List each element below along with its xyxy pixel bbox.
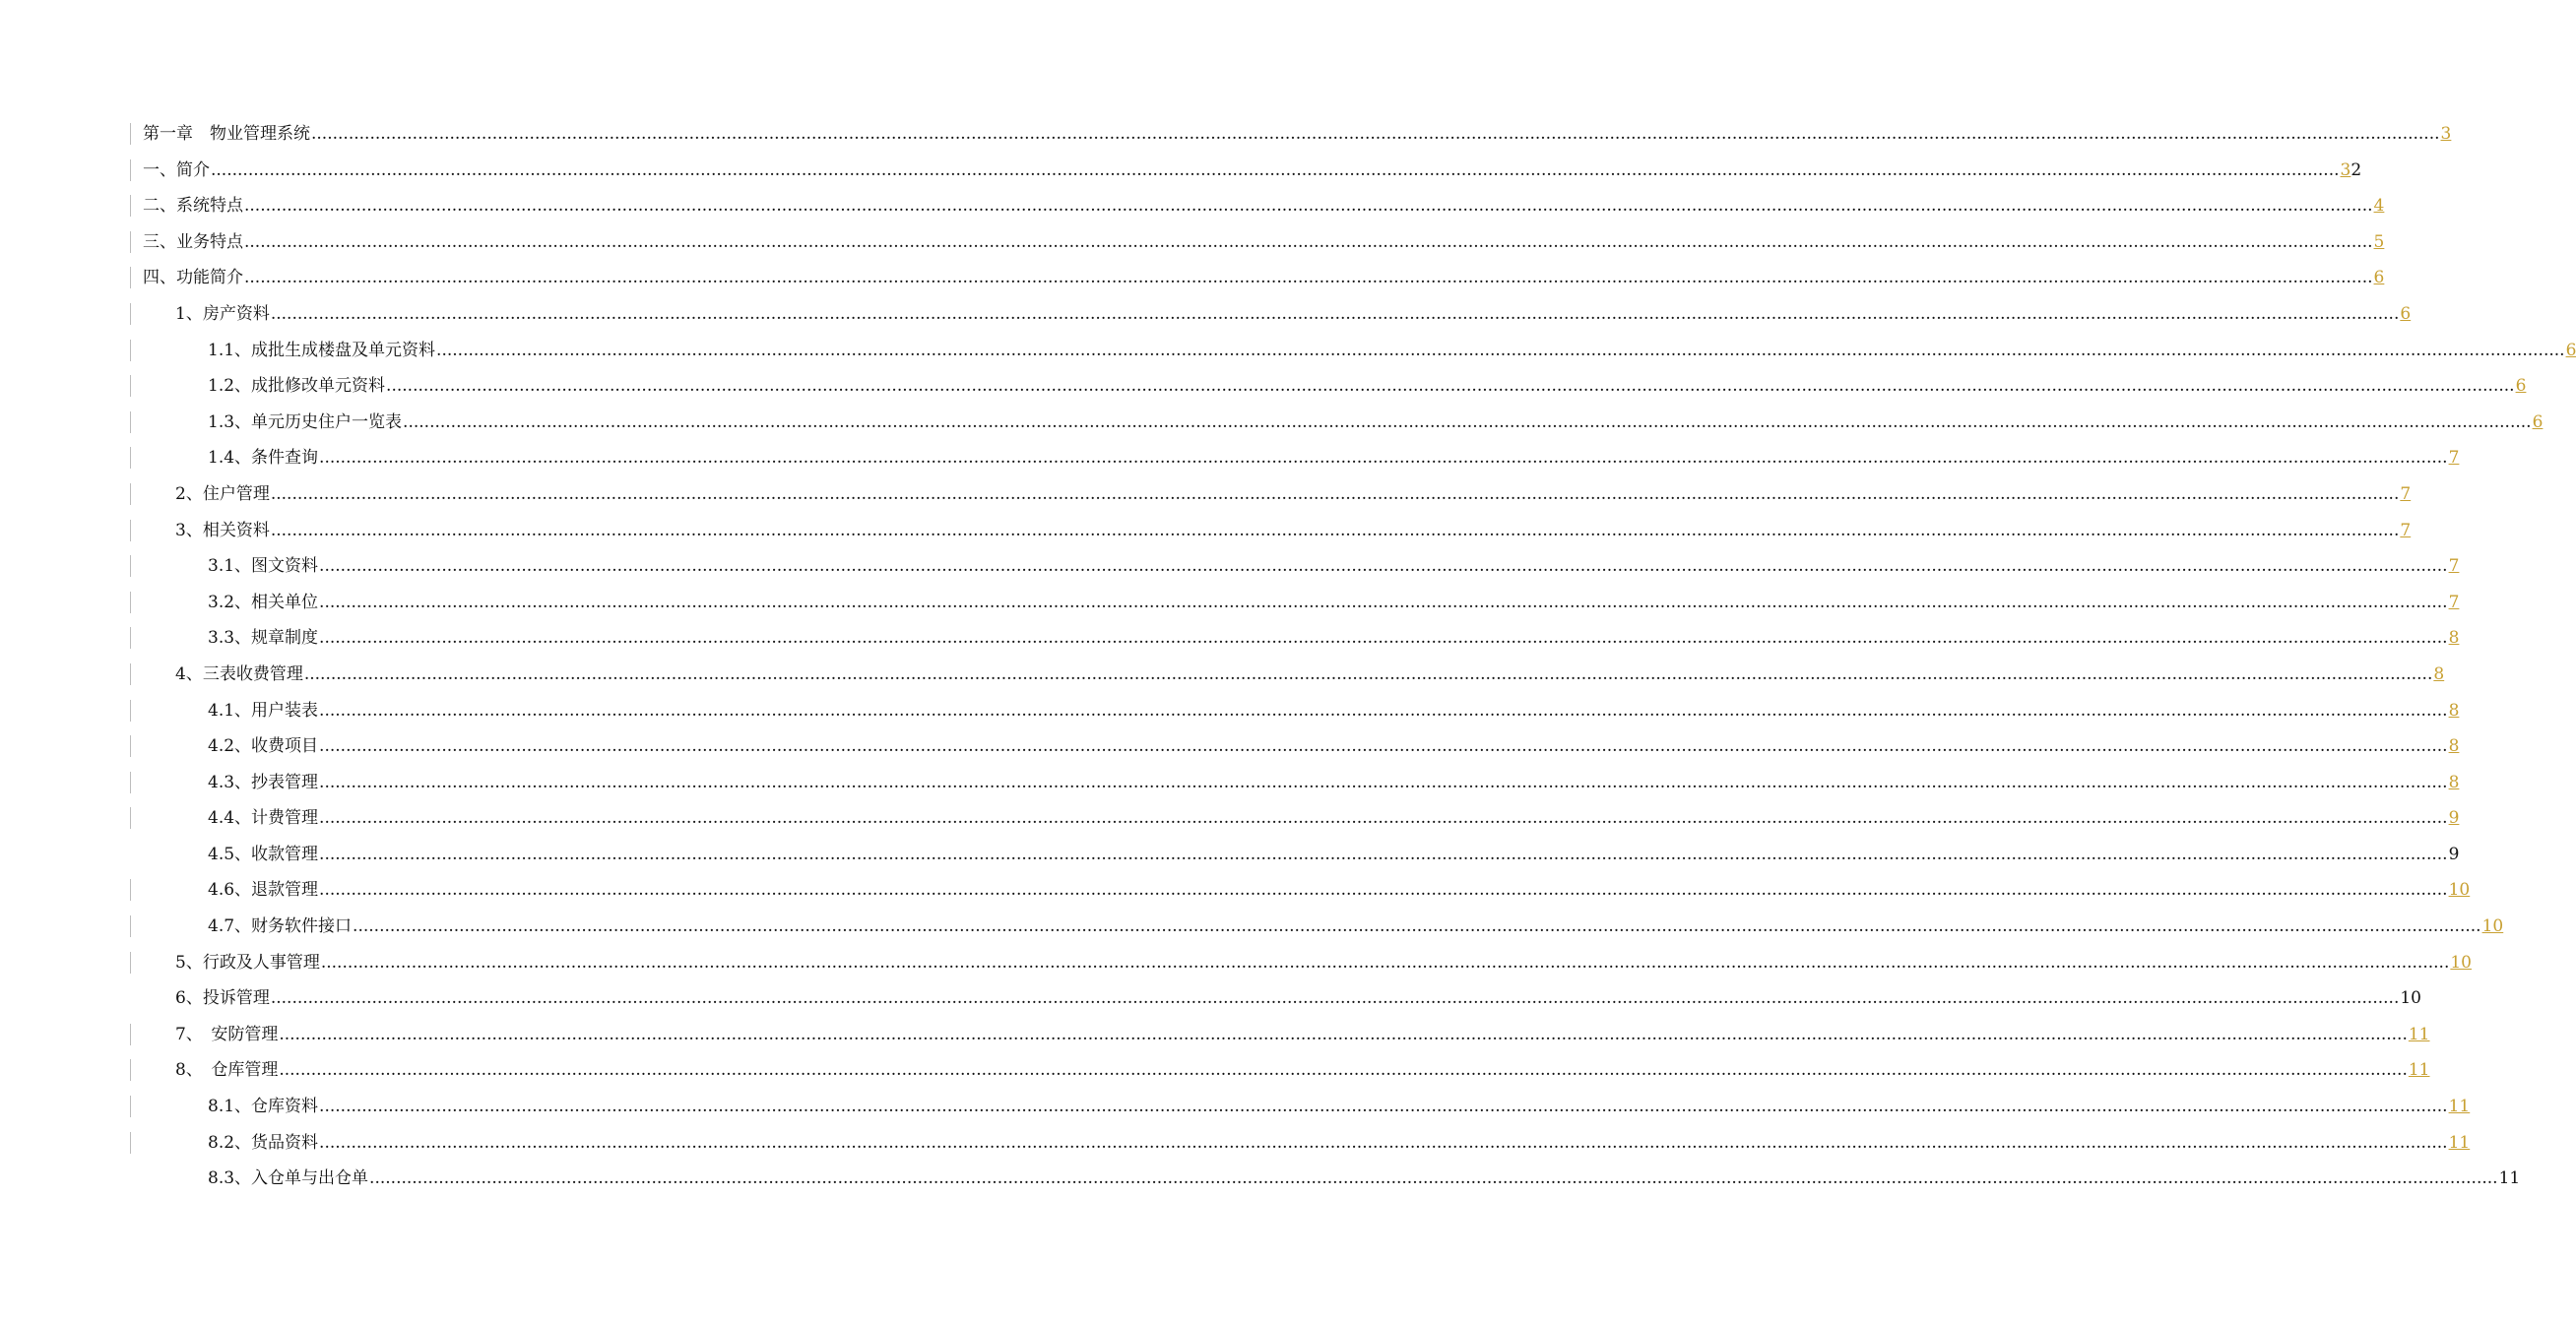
toc-line bbox=[143, 159, 2362, 180]
toc-line bbox=[175, 483, 2412, 504]
revision-bar bbox=[130, 411, 131, 433]
toc-line bbox=[208, 1168, 2521, 1189]
toc-entry[interactable] bbox=[0, 728, 2460, 765]
toc-page-link[interactable]: 3 bbox=[2440, 124, 2452, 144]
toc-line bbox=[175, 303, 2412, 324]
toc-leader-dots: ................................................................................................................................................................................................................................................................................................................................................................................................................ bbox=[244, 268, 2373, 288]
toc-line bbox=[208, 916, 2504, 937]
toc-title: 2、住户管理 bbox=[175, 483, 270, 504]
toc-entry[interactable] bbox=[0, 1089, 2471, 1125]
toc-entry bbox=[0, 837, 2460, 873]
toc-leader-dots: ................................................................................................................................................................................................................................................................................................................................................................................................................ bbox=[403, 411, 2532, 432]
toc-entry bbox=[0, 1161, 2521, 1197]
revision-bar bbox=[130, 231, 131, 253]
toc-page-link[interactable]: 6 bbox=[2532, 411, 2544, 432]
toc-title: 4.5、收款管理 bbox=[208, 844, 319, 864]
toc-title: 5、行政及人事管理 bbox=[175, 952, 320, 973]
revision-bar bbox=[130, 1096, 131, 1117]
toc-entry[interactable] bbox=[0, 1017, 2430, 1053]
toc-entry[interactable] bbox=[0, 657, 2445, 693]
toc-title: 4.4、计费管理 bbox=[208, 808, 319, 829]
toc-leader-dots: ................................................................................................................................................................................................................................................................................................................................................................................................................ bbox=[369, 1168, 2498, 1189]
toc-page-link[interactable]: 7 bbox=[2400, 520, 2412, 540]
toc-entry[interactable] bbox=[0, 585, 2460, 621]
toc-line bbox=[208, 556, 2460, 577]
toc-title: 8.3、入仓单与出仓单 bbox=[208, 1168, 369, 1189]
toc-title: 1.2、成批修改单元资料 bbox=[208, 376, 386, 397]
toc-title: 6、投诉管理 bbox=[175, 988, 270, 1009]
toc-title: 3.3、规章制度 bbox=[208, 628, 319, 649]
toc-page-link[interactable]: 3 bbox=[2340, 159, 2351, 180]
revision-bar bbox=[130, 663, 131, 685]
toc-leader-dots: ................................................................................................................................................................................................................................................................................................................................................................................................................ bbox=[319, 808, 2448, 829]
toc-leader-dots: ................................................................................................................................................................................................................................................................................................................................................................................................................ bbox=[319, 556, 2448, 577]
toc-line bbox=[143, 196, 2385, 217]
toc-entry[interactable] bbox=[0, 368, 2527, 405]
toc-entry[interactable] bbox=[0, 116, 2452, 153]
toc-page-link[interactable]: 7 bbox=[2400, 483, 2412, 504]
revision-bar bbox=[130, 447, 131, 469]
revision-bar bbox=[130, 267, 131, 288]
toc-page-link[interactable]: 6 bbox=[2400, 303, 2412, 324]
toc-entry[interactable] bbox=[0, 872, 2471, 909]
toc-page-link[interactable]: 7 bbox=[2448, 556, 2460, 577]
revision-bar bbox=[130, 879, 131, 901]
toc-line bbox=[175, 663, 2445, 684]
toc-title: 7、 安防管理 bbox=[175, 1024, 279, 1044]
toc-title: 1.1、成批生成楼盘及单元资料 bbox=[208, 340, 436, 360]
toc-title: 三、业务特点 bbox=[143, 231, 243, 252]
toc-leader-dots: ................................................................................................................................................................................................................................................................................................................................................................................................................ bbox=[319, 772, 2448, 792]
table-of-contents bbox=[0, 116, 2576, 1197]
toc-entry[interactable] bbox=[0, 188, 2385, 224]
toc-leader-dots: ................................................................................................................................................................................................................................................................................................................................................................................................................ bbox=[319, 448, 2448, 469]
revision-bar bbox=[130, 555, 131, 577]
revision-bar bbox=[130, 159, 131, 181]
toc-leader-dots: ................................................................................................................................................................................................................................................................................................................................................................................................................ bbox=[270, 988, 2400, 1009]
revision-bar bbox=[130, 807, 131, 829]
toc-page-link[interactable]: 8 bbox=[2448, 628, 2460, 649]
toc-page-link[interactable]: 10 bbox=[2450, 952, 2472, 973]
toc-entry[interactable] bbox=[0, 405, 2544, 441]
toc-extra-number: 2 bbox=[2351, 159, 2362, 180]
toc-entry[interactable] bbox=[0, 909, 2504, 945]
toc-page-link[interactable]: 5 bbox=[2373, 231, 2385, 252]
toc-leader-dots: ................................................................................................................................................................................................................................................................................................................................................................................................................ bbox=[303, 663, 2433, 684]
toc-entry[interactable] bbox=[0, 693, 2460, 729]
toc-leader-dots: ................................................................................................................................................................................................................................................................................................................................................................................................................ bbox=[244, 196, 2373, 217]
toc-entry[interactable] bbox=[0, 620, 2460, 657]
revision-bar bbox=[130, 303, 131, 325]
toc-entry[interactable] bbox=[0, 440, 2460, 476]
toc-page-link[interactable]: 8 bbox=[2448, 772, 2460, 792]
toc-entry[interactable] bbox=[0, 945, 2472, 981]
toc-entry[interactable] bbox=[0, 548, 2460, 585]
revision-bar bbox=[130, 592, 131, 613]
toc-entry[interactable] bbox=[0, 1052, 2430, 1089]
toc-title: 4.7、财务软件接口 bbox=[208, 916, 353, 937]
toc-page-link[interactable]: 11 bbox=[2448, 1132, 2471, 1153]
toc-leader-dots: ................................................................................................................................................................................................................................................................................................................................................................................................................ bbox=[353, 916, 2481, 937]
toc-title: 1.3、单元历史住户一览表 bbox=[208, 411, 403, 432]
toc-leader-dots: ................................................................................................................................................................................................................................................................................................................................................................................................................ bbox=[270, 520, 2400, 540]
toc-entry[interactable] bbox=[0, 333, 2576, 369]
toc-line bbox=[143, 124, 2452, 144]
revision-bar bbox=[130, 700, 131, 722]
toc-line bbox=[208, 592, 2460, 612]
toc-title: 4.2、收费项目 bbox=[208, 736, 319, 757]
toc-leader-dots: ................................................................................................................................................................................................................................................................................................................................................................................................................ bbox=[319, 736, 2448, 757]
toc-title: 4.3、抄表管理 bbox=[208, 772, 319, 792]
toc-line bbox=[175, 988, 2421, 1009]
toc-page-link[interactable]: 4 bbox=[2373, 196, 2385, 217]
toc-line bbox=[208, 772, 2460, 792]
toc-line bbox=[175, 520, 2412, 540]
revision-bar bbox=[130, 483, 131, 505]
toc-leader-dots: ................................................................................................................................................................................................................................................................................................................................................................................................................ bbox=[386, 376, 2515, 397]
toc-line bbox=[208, 628, 2460, 649]
toc-title: 3.1、图文资料 bbox=[208, 556, 319, 577]
toc-line bbox=[175, 952, 2472, 973]
revision-bar bbox=[130, 735, 131, 757]
revision-bar bbox=[130, 520, 131, 541]
toc-leader-dots: ................................................................................................................................................................................................................................................................................................................................................................................................................ bbox=[211, 159, 2340, 180]
toc-title: 8.2、货品资料 bbox=[208, 1132, 319, 1153]
toc-line bbox=[208, 1132, 2471, 1153]
revision-bar bbox=[130, 375, 131, 397]
toc-leader-dots: ................................................................................................................................................................................................................................................................................................................................................................................................................ bbox=[244, 231, 2373, 252]
toc-title: 1.4、条件查询 bbox=[208, 448, 319, 469]
toc-page-link[interactable]: 8 bbox=[2433, 663, 2445, 684]
toc-title: 4、三表收费管理 bbox=[175, 663, 303, 684]
revision-bar bbox=[130, 123, 131, 145]
toc-page-link[interactable]: 6 bbox=[2565, 340, 2576, 360]
toc-leader-dots: ................................................................................................................................................................................................................................................................................................................................................................................................................ bbox=[270, 303, 2400, 324]
revision-bar bbox=[130, 1132, 131, 1154]
toc-leader-dots: ................................................................................................................................................................................................................................................................................................................................................................................................................ bbox=[311, 124, 2440, 144]
toc-leader-dots: ................................................................................................................................................................................................................................................................................................................................................................................................................ bbox=[319, 592, 2448, 612]
toc-entry[interactable] bbox=[0, 260, 2385, 296]
toc-page-link[interactable]: 11 bbox=[2448, 1097, 2471, 1117]
toc-entry[interactable] bbox=[0, 224, 2385, 261]
revision-bar bbox=[130, 627, 131, 649]
toc-leader-dots: ................................................................................................................................................................................................................................................................................................................................................................................................................ bbox=[319, 700, 2448, 721]
toc-title: 4.6、退款管理 bbox=[208, 880, 319, 901]
revision-bar bbox=[130, 1024, 131, 1045]
toc-title: 8、 仓库管理 bbox=[175, 1060, 279, 1081]
toc-title: 3、相关资料 bbox=[175, 520, 270, 540]
toc-page-link[interactable]: 9 bbox=[2448, 808, 2460, 829]
toc-page-number: 11 bbox=[2498, 1168, 2521, 1189]
toc-line bbox=[208, 880, 2471, 901]
toc-title: 二、系统特点 bbox=[143, 196, 243, 217]
toc-leader-dots: ................................................................................................................................................................................................................................................................................................................................................................................................................ bbox=[319, 1097, 2448, 1117]
toc-entry[interactable] bbox=[0, 513, 2412, 549]
toc-page-link[interactable]: 7 bbox=[2448, 448, 2460, 469]
toc-page-number: 9 bbox=[2448, 844, 2460, 864]
toc-entry[interactable] bbox=[0, 153, 2362, 189]
toc-leader-dots: ................................................................................................................................................................................................................................................................................................................................................................................................................ bbox=[270, 483, 2400, 504]
toc-line bbox=[208, 1097, 2471, 1117]
toc-page-link[interactable]: 7 bbox=[2448, 592, 2460, 612]
toc-page-link[interactable]: 10 bbox=[2481, 916, 2504, 937]
toc-page-link[interactable]: 11 bbox=[2408, 1060, 2430, 1081]
toc-leader-dots: ................................................................................................................................................................................................................................................................................................................................................................................................................ bbox=[320, 952, 2450, 973]
toc-entry[interactable] bbox=[0, 1125, 2471, 1162]
toc-page-link[interactable]: 8 bbox=[2448, 700, 2460, 721]
toc-line bbox=[143, 231, 2385, 252]
toc-title: 一、简介 bbox=[143, 159, 210, 180]
toc-leader-dots: ................................................................................................................................................................................................................................................................................................................................................................................................................ bbox=[279, 1060, 2408, 1081]
toc-leader-dots: ................................................................................................................................................................................................................................................................................................................................................................................................................ bbox=[436, 340, 2565, 360]
revision-bar bbox=[130, 195, 131, 217]
toc-title: 四、功能简介 bbox=[143, 268, 243, 288]
revision-bar bbox=[130, 772, 131, 793]
toc-page-link[interactable]: 6 bbox=[2373, 268, 2385, 288]
toc-leader-dots: ................................................................................................................................................................................................................................................................................................................................................................................................................ bbox=[279, 1024, 2408, 1044]
toc-leader-dots: ................................................................................................................................................................................................................................................................................................................................................................................................................ bbox=[319, 844, 2448, 864]
toc-page-link[interactable]: 10 bbox=[2448, 880, 2471, 901]
toc-title: 4.1、用户装表 bbox=[208, 700, 319, 721]
toc-line bbox=[208, 700, 2460, 721]
toc-line bbox=[175, 1024, 2430, 1044]
toc-line bbox=[175, 1060, 2430, 1081]
revision-bar bbox=[130, 915, 131, 937]
toc-leader-dots: ................................................................................................................................................................................................................................................................................................................................................................................................................ bbox=[319, 628, 2448, 649]
toc-entry bbox=[0, 980, 2421, 1017]
toc-page-link[interactable]: 6 bbox=[2515, 376, 2527, 397]
toc-line bbox=[143, 268, 2385, 288]
toc-title: 第一章 物业管理系统 bbox=[143, 124, 310, 144]
toc-line bbox=[208, 844, 2460, 864]
toc-leader-dots: ................................................................................................................................................................................................................................................................................................................................................................................................................ bbox=[319, 1132, 2448, 1153]
revision-bar bbox=[130, 1059, 131, 1081]
toc-leader-dots: ................................................................................................................................................................................................................................................................................................................................................................................................................ bbox=[319, 880, 2448, 901]
toc-line bbox=[208, 808, 2460, 829]
toc-line bbox=[208, 340, 2576, 360]
toc-line bbox=[208, 376, 2527, 397]
toc-line bbox=[208, 736, 2460, 757]
toc-page-link[interactable]: 8 bbox=[2448, 736, 2460, 757]
toc-page-number: 10 bbox=[2400, 988, 2421, 1009]
toc-title: 1、房产资料 bbox=[175, 303, 270, 324]
toc-entry[interactable] bbox=[0, 296, 2412, 333]
toc-title: 8.1、仓库资料 bbox=[208, 1097, 319, 1117]
toc-entry[interactable] bbox=[0, 800, 2460, 837]
toc-entry[interactable] bbox=[0, 765, 2460, 801]
toc-page-link[interactable]: 11 bbox=[2408, 1024, 2430, 1044]
toc-line bbox=[208, 448, 2460, 469]
toc-title: 3.2、相关单位 bbox=[208, 592, 319, 612]
revision-bar bbox=[130, 952, 131, 974]
revision-bar bbox=[130, 340, 131, 361]
toc-entry[interactable] bbox=[0, 476, 2412, 513]
toc-line bbox=[208, 411, 2544, 432]
